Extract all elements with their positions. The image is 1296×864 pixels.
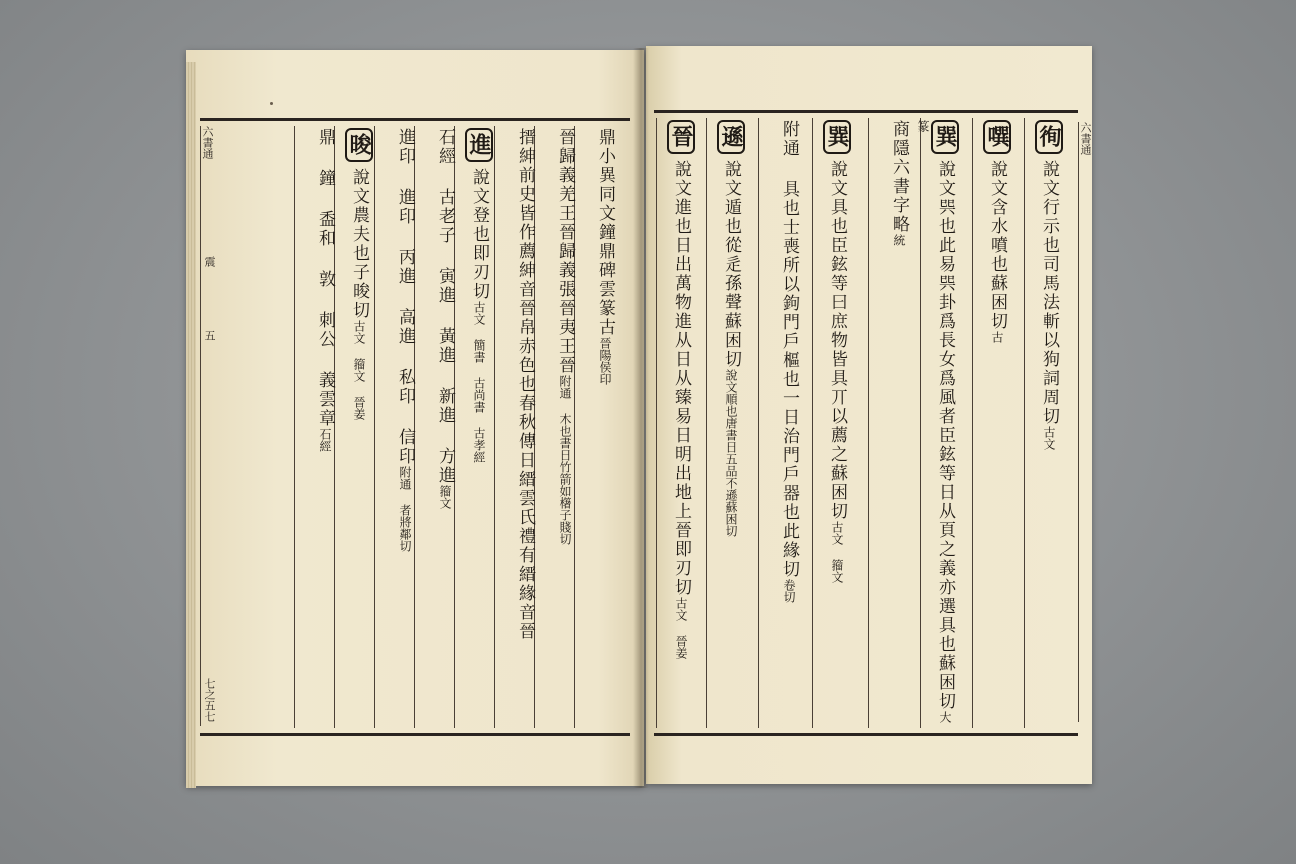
column-fu-tong [758,118,797,728]
column-jin-yin [374,126,413,728]
left-folio-top: 震 [203,256,216,267]
column-jin-shen [494,126,533,728]
column-seal-note: 古文 晉姜 [674,597,688,659]
column-seal-note: 卷切 [782,579,796,603]
column-text: 鼎 鐘 盉和 敦 刺公 義雲章 [315,128,335,428]
column-seal-note: 附通 者將鄰切 [398,466,412,552]
column-seal-note: 說文順也唐書日五品不遜蘇困切 [724,369,738,537]
column-text: 說文行示也司馬法斬以狗詞周切 [1039,160,1059,426]
entry-head-xun-ready: 巽 [823,120,851,154]
left-margin-title: 六書通 [200,126,215,726]
column-seal-note: 統 [892,234,906,246]
entry-head-jin: 進 [465,128,493,162]
stacked-page-edges [186,62,196,788]
column-text: 說文登也即刃切 [469,168,489,301]
column-seal-note: 附通 木也書日竹箭如櫡子賤切 [558,375,572,545]
entry-head-xun-yield: 遜 [717,120,745,154]
column-seal-note: 石經 [318,428,332,452]
right-margin-title: 六書通 [1078,122,1093,722]
left-folio-bottom: 七之五七 [203,678,216,722]
book-spine [633,48,649,788]
column-shangyin [868,118,907,728]
ink-speck [270,102,273,105]
entry-head-xun-trigram: 巽 [931,120,959,154]
column-text: 說文遁也從辵孫聲蘇困切 [721,160,741,369]
column-text: 說文農夫也子晙切 [349,168,369,320]
entry-head-xun-spray: 噀 [983,120,1011,154]
column-seal-note: 大篆 [916,120,952,723]
column-seal-note: 籀文 [438,485,452,509]
column-entry-jun [334,126,373,728]
column-entry-xun-yield [706,118,745,728]
column-entry-xun-trigram [916,118,959,728]
entry-head-jin-advance: 晉 [667,120,695,154]
column-entry-jin-advance [656,118,695,728]
column-text: 說文進也日出萬物進从日从臻易日明出地上晉即刃切 [671,160,691,597]
column-seal-note: 古文 簡書 古尚書 古孝經 [472,301,486,463]
column-seal-note: 古文 籀文 [830,521,844,583]
right-page [646,46,1092,784]
column-text: 商隱六書字略 [889,120,909,234]
column-ding-zhong [294,126,333,728]
left-folio-number: 五 [203,330,216,341]
column-text: 晉歸義羌王晉歸義張晉夷王晉 [555,128,575,375]
column-ding-tongwen [574,126,613,728]
entry-head-jun: 晙 [345,128,373,162]
column-seal-note: 古文 籀文 晉姜 [352,320,366,420]
column-entry-xun-spray [972,118,1011,728]
column-jin-guiyi [534,126,573,728]
column-entry-xun [1024,118,1063,728]
column-seal-note: 古 [990,331,1004,343]
column-text: 進印 進印 丙進 高進 私印 信印 [395,128,415,466]
column-shijing [414,126,453,728]
column-text: 說文具也臣鉉等曰庶物皆具丌以薦之蘇困切 [827,160,847,521]
left-page [186,50,644,786]
column-entry-jin [454,126,493,728]
column-text: 說文含水噴也蘇困切 [987,160,1007,331]
column-text: 說文巺也此易巺卦爲長女爲風者臣鉉等日从頁之義亦選具也蘇困切 [935,160,955,711]
open-book [180,42,1100,792]
column-text: 附通 具也士喪所以鉤門戶樞也一日治門戶器也此緣切 [779,120,799,579]
column-text: 搢紳前史皆作薦紳音晉帛赤色也春秋傳日縉雲氏禮有縉緣音晉 [515,128,535,641]
column-entry-xun-ready [812,118,851,728]
column-seal-note: 晉陽侯印 [598,337,612,385]
column-text: 石經 古老子 寅進 黃進 新進 方進 [435,128,455,485]
column-seal-note: 古文 [1042,426,1056,450]
column-text: 鼎小異同文鐘鼎碑雲篆古 [595,128,615,337]
entry-head-xun: 徇 [1035,120,1063,154]
